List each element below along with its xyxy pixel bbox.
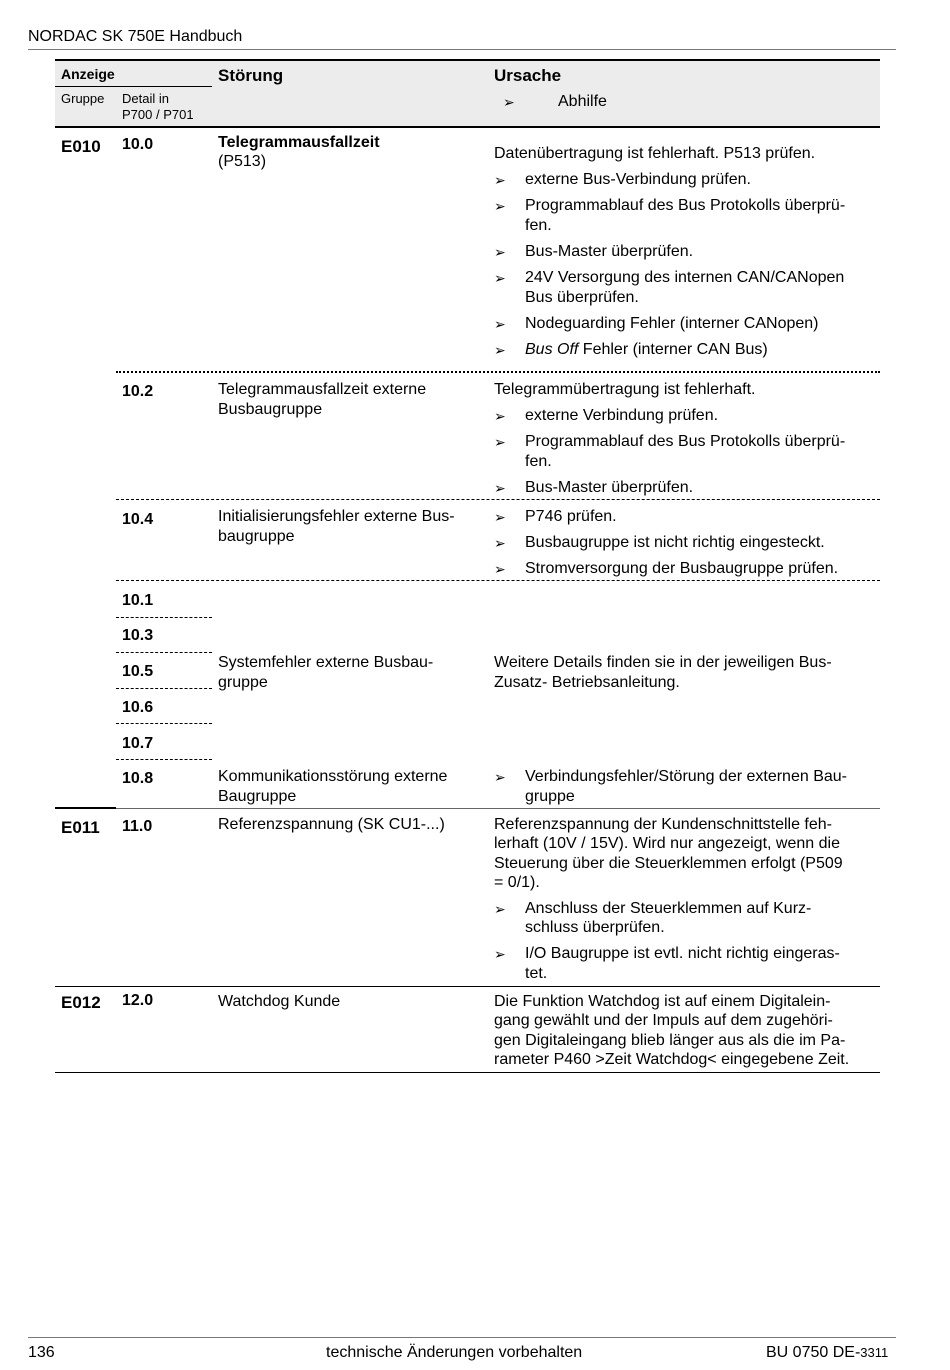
cause-system-line2: Zusatz- Betriebsanleitung. xyxy=(494,674,680,691)
cause-11-0-line3: Steuerung über die Steuerklemmen erfolgt (P509 xyxy=(494,855,843,872)
fault-10-2-line2: Busbaugruppe xyxy=(218,401,323,418)
page-number: 136 xyxy=(28,1344,55,1361)
fault-param-10-0: (P513) xyxy=(218,153,267,170)
remedy-item-cont: schluss überprüfen. xyxy=(525,919,665,936)
row-separator xyxy=(116,688,212,689)
bullet-arrow-icon: ➢ xyxy=(503,94,515,110)
detail-10-1: 10.1 xyxy=(122,592,154,609)
row-separator xyxy=(116,617,212,618)
row-separator xyxy=(116,499,880,500)
row-separator xyxy=(116,759,212,760)
cause-10-2: Telegrammübertragung ist fehlerhaft. xyxy=(494,381,756,398)
bullet-arrow-icon: ➢ xyxy=(494,769,506,785)
fault-10-8-line1: Kommunikationsstörung externe xyxy=(218,768,448,785)
table-header-bottom-rule xyxy=(55,126,880,128)
cause-12-0-line4: rameter P460 >Zeit Watchdog< eingegebene Zeit. xyxy=(494,1051,850,1068)
fault-10-2-line1: Telegrammausfallzeit externe xyxy=(218,381,427,398)
col-header-stoerung: Störung xyxy=(218,66,284,85)
detail-10-4: 10.4 xyxy=(122,511,154,528)
row-separator xyxy=(116,652,212,653)
fault-11-0: Referenzspannung (SK CU1-...) xyxy=(218,816,445,833)
fault-10-4-line2: baugruppe xyxy=(218,528,295,545)
bullet-arrow-icon: ➢ xyxy=(494,946,506,962)
header-rule xyxy=(28,49,896,50)
remedy-item-cont: Bus überprüfen. xyxy=(525,289,639,306)
detail-10-8: 10.8 xyxy=(122,770,154,787)
col-header-ursache: Ursache xyxy=(494,66,562,85)
remedy-item-cont: fen. xyxy=(525,217,552,234)
row-separator xyxy=(116,808,880,809)
footer-rule xyxy=(28,1337,896,1338)
footer-note: technische Änderungen vorbehalten xyxy=(326,1344,583,1361)
fault-10-8-line2: Baugruppe xyxy=(218,788,297,805)
row-separator xyxy=(116,723,212,724)
group-code-e010: E010 xyxy=(61,137,101,156)
detail-10-3: 10.3 xyxy=(122,627,154,644)
remedy-item-cont: tet. xyxy=(525,965,548,982)
col-header-anzeige: Anzeige xyxy=(61,66,115,82)
col-header-detail-1: Detail in xyxy=(122,91,169,106)
bullet-arrow-icon: ➢ xyxy=(494,901,506,917)
detail-12-0: 12.0 xyxy=(122,992,154,1009)
cause-11-0-line2: lerhaft (10V / 15V). Wird nur angezeigt, wenn die xyxy=(494,835,840,852)
bullet-arrow-icon: ➢ xyxy=(494,408,506,424)
cause-system-line1: Weitere Details finden sie in der jeweiligen Bus- xyxy=(494,654,832,671)
detail-10-0: 10.0 xyxy=(122,136,154,153)
cause-12-0-line3: gen Digitaleingang blieb länger aus als die im Pa- xyxy=(494,1032,846,1049)
anzeige-underline xyxy=(55,86,212,87)
bullet-arrow-icon: ➢ xyxy=(494,434,506,450)
row-separator xyxy=(116,371,880,373)
fault-10-4-line1: Initialisierungsfehler externe Bus- xyxy=(218,508,455,525)
detail-10-6: 10.6 xyxy=(122,699,154,716)
cause-11-0-line4: = 0/1). xyxy=(494,874,540,891)
table-top-rule xyxy=(55,59,880,61)
bullet-arrow-icon: ➢ xyxy=(494,244,506,260)
bullet-arrow-icon: ➢ xyxy=(494,198,506,214)
bullet-arrow-icon: ➢ xyxy=(494,480,506,496)
group-separator xyxy=(55,807,116,809)
group-separator xyxy=(55,986,880,987)
bullet-arrow-icon: ➢ xyxy=(494,342,506,358)
fault-title-10-0: Telegrammausfallzeit xyxy=(218,134,380,151)
bullet-arrow-icon: ➢ xyxy=(494,270,506,286)
cause-11-0-line1: Referenzspannung der Kundenschnittstelle feh- xyxy=(494,816,832,833)
group-code-e012: E012 xyxy=(61,993,101,1012)
table-bottom-rule xyxy=(55,1072,880,1073)
cause-10-0: Datenübertragung ist fehlerhaft. P513 prüfen. xyxy=(494,145,816,162)
doc-number: BU 0750 DE-3311 xyxy=(766,1344,889,1361)
cause-12-0-line2: gang gewählt und der Impuls auf dem zugehöri- xyxy=(494,1012,833,1029)
remedy-item-cont: gruppe xyxy=(525,788,575,805)
detail-10-5: 10.5 xyxy=(122,663,154,680)
group-code-e011: E011 xyxy=(61,818,100,837)
detail-11-0: 11.0 xyxy=(122,818,153,835)
row-separator xyxy=(116,580,880,581)
col-header-detail-2: P700 / P701 xyxy=(122,107,194,122)
bullet-arrow-icon: ➢ xyxy=(494,535,506,551)
detail-10-2: 10.2 xyxy=(122,383,154,400)
remedy-item-cont: fen. xyxy=(525,453,552,470)
fault-12-0: Watchdog Kunde xyxy=(218,993,341,1010)
col-header-gruppe: Gruppe xyxy=(61,91,105,106)
cause-12-0-line1: Die Funktion Watchdog ist auf einem Digitalein- xyxy=(494,993,831,1010)
bullet-arrow-icon: ➢ xyxy=(494,316,506,332)
document-title: NORDAC SK 750E Handbuch xyxy=(28,28,243,45)
bullet-arrow-icon: ➢ xyxy=(494,509,506,525)
detail-10-7: 10.7 xyxy=(122,735,154,752)
fault-system-line2: gruppe xyxy=(218,674,268,691)
fault-system-line1: Systemfehler externe Busbau- xyxy=(218,654,434,671)
bullet-arrow-icon: ➢ xyxy=(494,561,506,577)
bus-off-term: Bus Off xyxy=(525,341,579,358)
col-header-abhilfe: Abhilfe xyxy=(558,93,607,110)
bullet-arrow-icon: ➢ xyxy=(494,172,506,188)
